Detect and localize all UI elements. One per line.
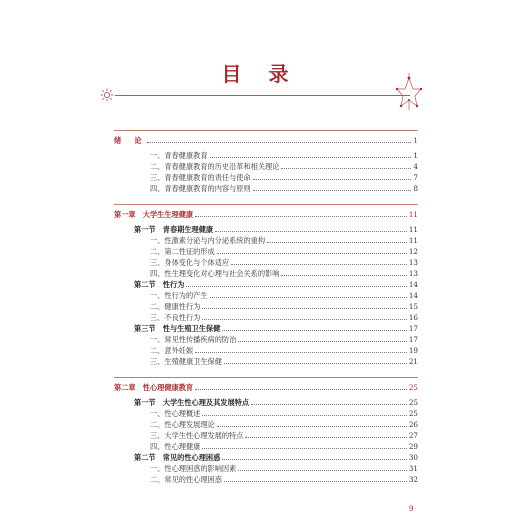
toc-entry-section[interactable] [114,452,418,463]
toc-entry-label: 第一节 青春期生理健康 [134,225,214,234]
toc-entry-page: 13 [408,258,418,267]
toc-entry-label: 二、健康性行为 [150,302,201,311]
dot-leader [195,216,407,217]
page-title: 目 录 [221,62,299,86]
toc-entry-page: 26 [408,420,418,429]
toc-entry[interactable] [114,257,418,268]
toc-entry-label: 第二节 常见的性心理困惑 [134,453,221,462]
toc-entry[interactable] [114,474,418,485]
dot-leader [202,448,407,449]
toc-entry-label: 三、不良性行为 [150,313,201,322]
toc-entry-label: 一、性心理概述 [150,409,201,418]
section-divider [114,204,418,205]
toc-entry-label: 一、性行为的产生 [150,291,208,300]
toc-entry-page: 21 [408,357,418,366]
sun-ornament-icon [100,88,114,102]
toc-entry-label: 二、常见的性心理困惑 [150,475,222,484]
toc-entry-page: 25 [408,409,418,418]
dot-leader [217,426,407,427]
toc-entry-page: 14 [408,291,418,300]
toc-entry-page: 1 [413,151,418,160]
toc-entry-label: 三、大学生性心理发展的特点 [150,431,244,440]
toc-entry[interactable] [114,183,418,194]
toc-entry[interactable] [114,161,418,172]
toc-entry-page: 17 [408,335,418,344]
toc-entry[interactable] [114,268,418,279]
dot-leader [215,231,407,232]
toc-entry[interactable] [114,419,418,430]
toc-entry-page: 25 [408,398,418,407]
dot-leader [210,297,407,298]
toc-entry-page: 4 [413,162,418,171]
toc-entry-page: 27 [408,431,418,440]
toc-entry-section[interactable] [114,397,418,408]
dot-leader [217,253,407,254]
page-number: 9 [409,505,414,513]
toc-entry-section[interactable] [114,323,418,334]
toc-entry-section[interactable] [114,279,418,290]
toc-entry-page: 17 [408,324,418,333]
toc-entry-label: 第二节 性行为 [134,280,185,289]
dot-leader [202,415,407,416]
dot-leader [267,242,407,243]
toc-entry-page: 1 [413,136,418,145]
title-rule [115,95,410,96]
dot-leader [202,319,407,320]
toc-entry-label: 第三节 性与生殖卫生保健 [134,324,221,333]
toc-entry[interactable] [114,463,418,474]
dot-leader [147,142,412,143]
toc-entry[interactable] [114,235,418,246]
toc-entry-label: 第一节 大学生性心理及其发展特点 [134,398,250,407]
toc-entry[interactable] [114,246,418,257]
toc-entry-page: 30 [408,453,418,462]
toc-entry-page: 8 [413,184,418,193]
dot-leader [245,437,406,438]
dot-leader [186,286,407,287]
toc-entry-page: 32 [408,475,418,484]
constellation-star-icon [395,72,423,112]
dot-leader [253,190,412,191]
toc-entry-label: 四、性生理变化对心理与社会关系的影响 [150,269,280,278]
toc-entry-page: 7 [413,173,418,182]
dot-leader [222,330,407,331]
section-divider [114,377,418,378]
toc-entry-page: 29 [408,442,418,451]
dot-leader [238,470,407,471]
toc-entry-label: 一、青春健康教育 [150,151,208,160]
dot-leader [222,459,407,460]
toc-entry-label: 二、意外妊娠 [150,346,194,355]
toc-entry-page: 16 [408,313,418,322]
toc-entry-page: 14 [408,280,418,289]
toc-entry-section[interactable] [114,224,418,235]
toc-entry-label: 三、生殖健康卫生保健 [150,357,222,366]
dot-leader [202,308,407,309]
toc-entry-chapter-2[interactable] [114,382,418,393]
toc-entry-page: 25 [408,383,418,392]
dot-leader [195,352,407,353]
dot-leader [251,404,407,405]
toc-entry-label: 三、青春健康教育的责任与使命 [150,173,251,182]
toc-entry[interactable] [114,172,418,183]
toc-entry-page: 12 [408,247,418,256]
toc-entry-page: 19 [408,346,418,355]
toc-entry[interactable] [114,345,418,356]
dot-leader [253,179,412,180]
toc-entry-label: 绪 论 [114,136,145,145]
dot-leader [210,157,412,158]
dot-leader [195,389,407,390]
toc-entry-page: 13 [408,269,418,278]
dot-leader [231,264,407,265]
section-divider [114,130,418,131]
dot-leader [281,275,406,276]
toc-entry-chapter-1[interactable] [114,209,418,220]
toc-entry[interactable] [114,441,418,452]
toc-entry[interactable] [114,150,418,161]
toc-entry-label: 四、性心理健康 [150,442,201,451]
toc-entry-label: 四、青春健康教育的内容与原则 [150,184,251,193]
toc-entry-page: 31 [408,464,418,473]
toc-entry-label: 第一章 大学生生理健康 [114,210,194,219]
dot-leader [224,363,407,364]
toc-entry-preface[interactable] [114,135,418,146]
toc-entry-label: 二、第二性征的形成 [150,247,215,256]
toc-entry-page: 11 [408,236,418,245]
toc-entry[interactable] [114,290,418,301]
dot-leader [238,341,407,342]
table-of-contents [114,128,418,485]
toc-entry[interactable] [114,312,418,323]
toc-entry-label: 一、性激素分泌与内分泌系统的重构 [150,236,266,245]
toc-entry[interactable] [114,334,418,345]
toc-entry-page: 11 [408,225,418,234]
toc-entry[interactable] [114,408,418,419]
toc-entry-label: 一、常见性传播疾病的防治 [150,335,237,344]
dot-leader [224,481,407,482]
toc-entry-label: 一、性心理困惑的影响因素 [150,464,237,473]
toc-entry-label: 第二章 性心理健康教育 [114,383,194,392]
toc-entry[interactable] [114,430,418,441]
toc-entry-page: 11 [408,210,418,219]
toc-entry-page: 15 [408,302,418,311]
toc-entry[interactable] [114,301,418,312]
toc-entry[interactable] [114,356,418,367]
toc-entry-label: 三、身体变化与个体适应 [150,258,230,267]
toc-entry-label: 二、青春健康教育的历史沿革和相关理论 [150,162,280,171]
toc-entry-label: 二、性心理发展理论 [150,420,215,429]
dot-leader [281,168,411,169]
